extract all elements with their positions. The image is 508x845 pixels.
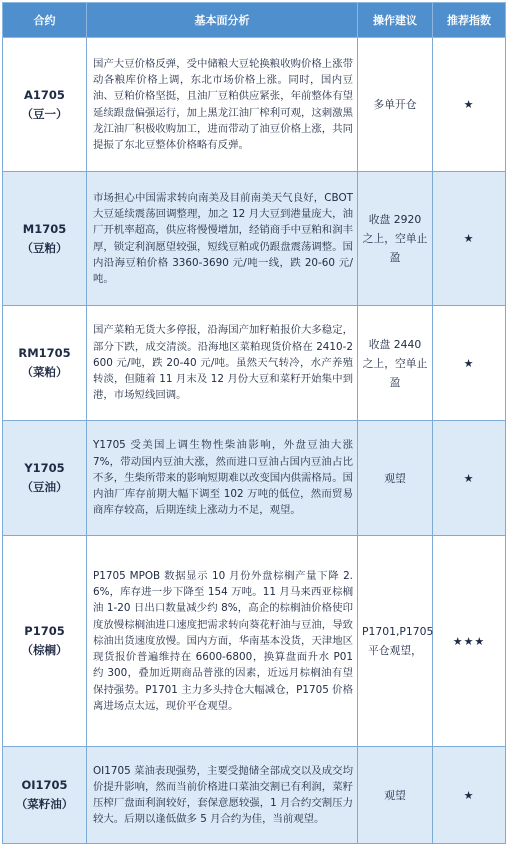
suggestion-cell: 观望 — [358, 747, 433, 844]
contract-code: RM1705 — [18, 346, 71, 360]
table-row — [3, 306, 506, 421]
rating-stars: ★ — [433, 38, 506, 172]
header-suggestion: 操作建议 — [358, 3, 433, 38]
contract-code: A1705 — [24, 87, 65, 102]
contract-name: （豆粕） — [21, 240, 68, 255]
contract-name: （豆油） — [21, 480, 68, 494]
suggestion-cell: 收盘 2440 之上，空单止盈 — [358, 306, 433, 421]
suggestion-cell: 收盘 2920 之上，空单止盈 — [358, 172, 433, 306]
suggestion-cell: 多单开仓 — [358, 38, 433, 172]
contract-code: P1705 — [24, 624, 65, 638]
contract-name: （菜籽油） — [15, 797, 74, 811]
suggestion-cell: 观望 — [358, 421, 433, 536]
table-row — [3, 172, 506, 306]
contract-cell — [3, 306, 87, 421]
contract-name: （豆一） — [21, 106, 68, 121]
analysis-cell: P1705 MPOB 数据显示 10 月份外盘棕榈产量下降 2.6%，库存进一步下降至 154 万吨。11 月马来西亚棕榈油 1-20 日出口数量减少约 8%，高企的棕榈油价格使印度放慢棕榈油进口速度把需求转向葵花籽油与豆油，导致棕油出货速度放慢。国内方面，华南基本没货，天津地区现货报价普遍维持在 6600-6800，换算盘面升水 P01 约 300，叠加近期商品普涨的因素，近远月棕榈油有望保持强势。P1701 主力多头持仓大幅减仓，P1705 价格离进场点太远，现价平仓观望。 — [87, 536, 358, 747]
contract-code: M1705 — [22, 221, 67, 236]
table-row — [3, 421, 506, 536]
analysis-cell: Y1705 受美国上调生物性柴油影响，外盘豆油大涨 7%，带动国内豆油大涨，然而进口豆油占国内豆油占比不多，生柴所带来的影响短期难以改变国内供需格局。国内油厂库存前期大幅下调至 102 万吨的低位，然而贸易商库存较高，后期连续上涨动力不足，观望。 — [87, 421, 358, 536]
contract-cell — [3, 172, 87, 306]
rating-stars: ★ — [433, 306, 506, 421]
table-row — [3, 747, 506, 844]
contract-name: （菜粕） — [21, 365, 68, 379]
header-analysis: 基本面分析 — [87, 3, 358, 38]
header-rating: 推荐指数 — [433, 3, 506, 38]
contract-code: Y1705 — [24, 461, 65, 475]
rating-stars: ★★★ — [433, 536, 506, 747]
rating-stars: ★ — [433, 172, 506, 306]
contract-cell — [3, 38, 87, 172]
contract-name: （棕榈） — [21, 643, 68, 657]
contract-cell — [3, 747, 87, 844]
analysis-table — [2, 2, 506, 844]
header-contract: 合约 — [3, 3, 87, 38]
analysis-cell: OI1705 菜油表现强势，主要受抛储全部成交以及成交均价提升影响，然而当前价格进口菜油交割已有利润，菜籽压榨厂盘面利润较好，套保意愿较强，1 月合约交割压力较大。后期以逢低做多 5 月合约为佳，当前观望。 — [87, 747, 358, 844]
suggestion-cell: P1701,P1705 平仓观望， — [358, 536, 433, 747]
rating-stars: ★ — [433, 421, 506, 536]
contract-cell — [3, 536, 87, 747]
analysis-cell: 国产大豆价格反弹，受中储粮大豆轮换粮收购价格上涨带动各粮库价格上调，东北市场价格上涨。同时，国内豆油、豆粕价格坚挺，且油厂豆粕供应紧张，年前整体有望延续跟盘偏强运行，加上黑龙江油厂榨利可观，这刺激黑龙江油厂积极收购加工，进而带动了油豆价格上涨，共同提振了东北豆整体价格略有反弹。 — [87, 38, 358, 172]
analysis-cell: 市场担心中国需求转向南美及目前南美天气良好，CBOT 大豆延续震荡回调整理，加之 12 月大豆到港量庞大，油厂开机率超高，供应将慢慢增加，经销商手中豆粕和润丰厚，锁定利润愿望较强，短线豆粕或仍跟盘震荡调整。国内沿海豆粕价格 3360-3690 元/吨一线，跌 20-60 元/吨。 — [87, 172, 358, 306]
contract-cell — [3, 421, 87, 536]
contract-code: OI1705 — [21, 778, 68, 792]
table-row — [3, 38, 506, 172]
rating-stars: ★ — [433, 747, 506, 844]
table-row — [3, 536, 506, 747]
header-row — [3, 3, 506, 38]
analysis-cell: 国产菜粕无货大多停报，沿海国产加籽粕报价大多稳定，部分下跌，成交清淡。沿海地区菜粕现货价格在 2410-2600 元/吨，跌 20-40 元/吨。虽然天气转冷，水产养殖转淡，但随着 11 月末及 12 月份大豆和菜籽开始集中到港，市场短线回调。 — [87, 306, 358, 421]
